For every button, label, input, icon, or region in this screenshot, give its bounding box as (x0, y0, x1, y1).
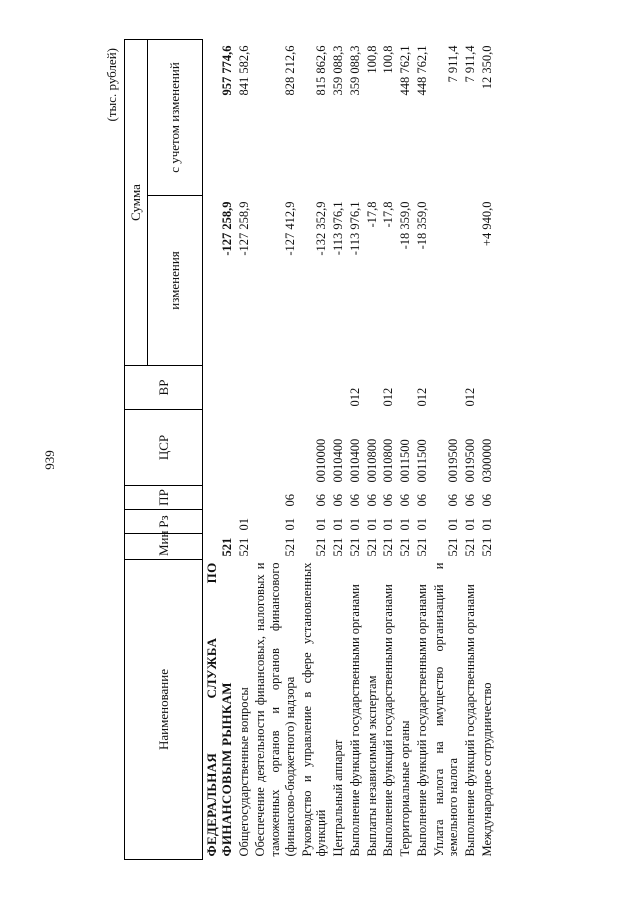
row-rz: 01 (347, 518, 362, 531)
row-pr (203, 486, 236, 510)
table-row (431, 40, 463, 860)
row-vr (203, 366, 236, 410)
row-csr: 0300000 (479, 438, 494, 483)
row-name: Центральный аппарат (331, 739, 346, 857)
row-name: Общегосударственные вопросы (236, 687, 251, 857)
row-vr (252, 366, 298, 410)
row-pr: 06 (479, 494, 494, 507)
header-min: Мин (125, 534, 203, 560)
row-csr (236, 410, 253, 486)
row-name: Обеспечение деятельности финансовых, налоговых и таможенных органов и органов финансового (финансово-бюджетного) надзора (253, 562, 297, 857)
table-row (347, 40, 364, 860)
header-pr: ПР (125, 486, 203, 510)
row-min: 521 (414, 537, 429, 557)
row-csr: 0019500 (446, 438, 461, 483)
row-rz: 01 (479, 518, 494, 531)
row-vr (299, 366, 331, 410)
header-csr: ЦСР (125, 410, 203, 486)
row-change: +4 940,0 (479, 201, 494, 247)
row-min: 521 (314, 537, 329, 557)
row-min: 521 (463, 537, 478, 557)
header-vr: ВР (125, 366, 203, 410)
row-total: 12 350,0 (479, 45, 494, 90)
row-vr (431, 366, 463, 410)
row-total: 957 774,6 (219, 45, 234, 96)
row-change: -127 258,9 (219, 201, 234, 256)
table-row (462, 40, 479, 860)
row-change (462, 196, 479, 366)
table-row (414, 40, 431, 860)
table-row (252, 40, 298, 860)
row-vr (397, 366, 414, 410)
row-pr (236, 486, 253, 510)
row-name: Выплаты независимым экспертам (364, 675, 379, 857)
row-total: 100,8 (381, 45, 396, 74)
header-change: изменения (148, 196, 203, 366)
row-vr (479, 366, 496, 410)
table-row (299, 40, 331, 860)
row-csr (203, 410, 236, 486)
header-with-change: с учетом изменений (148, 40, 203, 196)
row-min: 521 (398, 537, 413, 557)
row-csr: 0010400 (331, 438, 346, 483)
row-rz: 01 (314, 518, 329, 531)
rotated-page-content (100, 40, 560, 860)
row-rz: 01 (446, 518, 461, 531)
row-name: Выполнение функций государственными органами (347, 584, 362, 857)
row-min: 521 (446, 537, 461, 557)
row-pr: 06 (414, 494, 429, 507)
row-pr: 06 (398, 494, 413, 507)
row-change: -17,8 (364, 201, 379, 228)
row-name: Выполнение функций государственными органами (414, 584, 429, 857)
budget-table (124, 39, 496, 860)
row-change: -113 976,1 (331, 201, 346, 256)
table-row (397, 40, 414, 860)
row-name: Международное сотрудничество (479, 682, 494, 857)
row-total: 7 911,4 (463, 45, 478, 83)
row-total: 841 582,6 (236, 45, 251, 96)
table-row (236, 40, 253, 860)
row-total: 448 762,1 (414, 45, 429, 96)
row-name: Выполнение функций государственными органами (463, 584, 478, 857)
row-pr: 06 (364, 494, 379, 507)
table-row (203, 40, 236, 860)
row-rz: 01 (463, 518, 478, 531)
row-min: 521 (364, 537, 379, 557)
header-rz: Рз (125, 510, 203, 534)
row-min: 521 (479, 537, 494, 557)
row-total: 359 088,3 (347, 45, 362, 96)
row-total: 7 911,4 (446, 45, 461, 83)
row-change: -113 976,1 (347, 201, 362, 256)
row-pr: 06 (381, 494, 396, 507)
table-row (364, 40, 381, 860)
row-vr (364, 366, 381, 410)
row-csr (252, 410, 298, 486)
row-change: -18 359,0 (398, 201, 413, 250)
row-pr: 06 (331, 494, 346, 507)
header-sum: Сумма (125, 40, 148, 366)
row-change: -127 412,9 (282, 201, 297, 256)
row-name: Руководство и управление в сфере установленных функций (299, 562, 329, 857)
row-change (431, 196, 463, 366)
units-label: (тыс. рублей) (104, 48, 119, 122)
row-total: 448 762,1 (398, 45, 413, 96)
row-name: ФЕДЕРАЛЬНАЯ СЛУЖБА ПО ФИНАНСОВЫМ РЫНКАМ (204, 562, 235, 857)
row-change: -127 258,9 (236, 201, 251, 256)
table-row (330, 40, 347, 860)
row-csr: 0019500 (463, 438, 478, 483)
row-name: Территориальные органы (398, 720, 413, 857)
row-csr: 0010800 (364, 438, 379, 483)
row-pr: 06 (314, 494, 329, 507)
row-total: 828 212,6 (282, 45, 297, 96)
row-csr: 0011500 (398, 439, 413, 483)
row-rz: 01 (364, 518, 379, 531)
header-name: Наименование (125, 560, 203, 860)
row-pr: 06 (446, 494, 461, 507)
table-row (479, 40, 496, 860)
row-min: 521 (347, 537, 362, 557)
row-csr: 0011500 (414, 439, 429, 483)
row-csr: 0010800 (381, 438, 396, 483)
row-pr: 06 (347, 494, 362, 507)
row-name: Уплата налога на имущество организаций и земельного налога (431, 562, 461, 857)
row-rz: 01 (381, 518, 396, 531)
row-rz: 01 (331, 518, 346, 531)
row-total: 100,8 (364, 45, 379, 74)
row-min: 521 (381, 537, 396, 557)
row-change: -132 352,9 (314, 201, 329, 256)
row-name: Выполнение функций государственными органами (381, 584, 396, 857)
row-min: 521 (219, 537, 234, 557)
row-csr: 0010000 (314, 438, 329, 483)
row-min: 521 (282, 537, 297, 557)
row-rz: 01 (236, 518, 251, 531)
row-vr: 012 (381, 387, 396, 407)
row-rz (203, 510, 236, 534)
row-pr: 06 (282, 494, 297, 507)
row-rz: 01 (398, 518, 413, 531)
row-total: 359 088,3 (331, 45, 346, 96)
page-number: 939 (42, 450, 57, 470)
row-vr: 012 (347, 387, 362, 407)
row-vr (330, 366, 347, 410)
row-min: 521 (236, 537, 251, 557)
table-row (380, 40, 397, 860)
row-total: 815 862,6 (314, 45, 329, 96)
row-rz: 01 (282, 518, 297, 531)
row-pr: 06 (463, 494, 478, 507)
row-change: -17,8 (381, 201, 396, 228)
row-change: -18 359,0 (414, 201, 429, 250)
row-min: 521 (331, 537, 346, 557)
row-rz: 01 (414, 518, 429, 531)
row-vr: 012 (463, 387, 478, 407)
row-vr (236, 366, 253, 410)
row-csr: 0010400 (347, 438, 362, 483)
row-vr: 012 (414, 387, 429, 407)
